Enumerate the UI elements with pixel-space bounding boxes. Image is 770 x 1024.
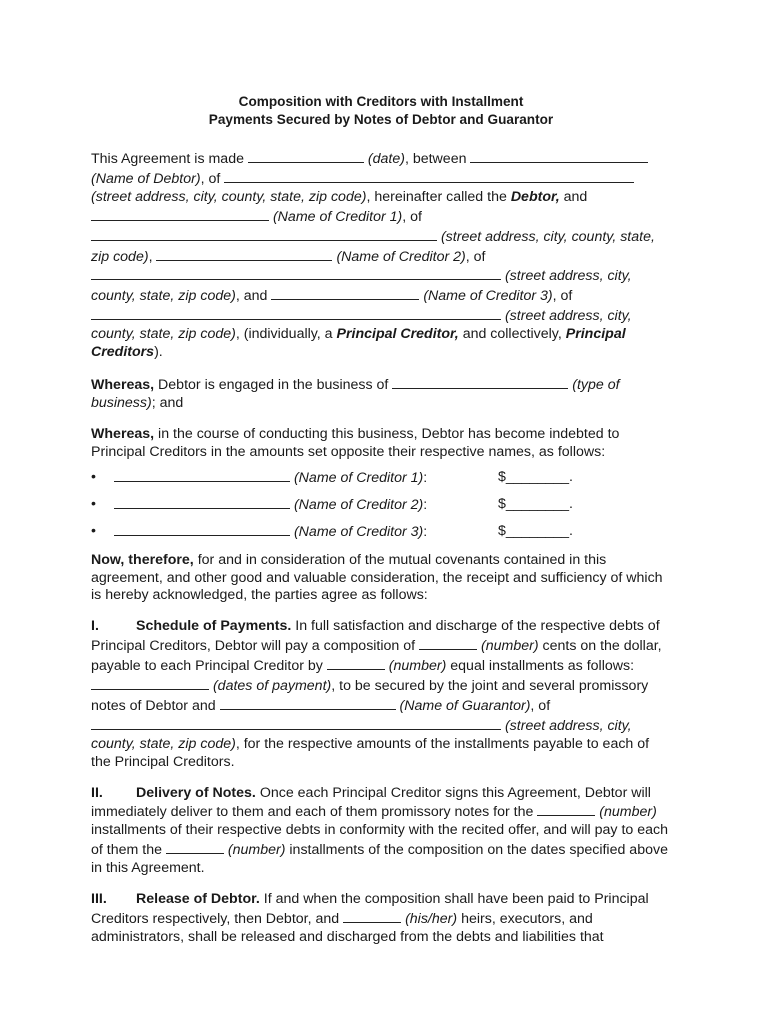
amount-blank[interactable]: $________. xyxy=(498,495,573,512)
intro-text: , and xyxy=(235,288,268,305)
principal-creditor-term: Principal Creditor, xyxy=(336,326,459,343)
bullet-icon: • xyxy=(91,495,96,512)
intro-text: , (individually, a xyxy=(235,326,333,343)
creditor1-address-hint: (street address, city, county, state, zip code) xyxy=(91,228,655,265)
debtor-name-blank[interactable] xyxy=(470,149,648,163)
guarantor-name-blank[interactable] xyxy=(220,696,396,710)
guarantor-address-blank[interactable] xyxy=(91,716,501,730)
notes-number-blank[interactable] xyxy=(537,802,595,816)
debtor-term: Debtor, xyxy=(510,188,560,205)
section-text: If and when the composition shall have been paid to Principal Creditors respectively, then Debtor, and xyxy=(91,891,649,927)
number-hint: (number) xyxy=(388,658,447,675)
guarantor-address-hint: (street address, city, county, state, zip code) xyxy=(91,717,632,752)
business-type-hint: (type of business) xyxy=(91,376,620,411)
section-heading: Delivery of Notes. xyxy=(136,784,256,801)
creditor2-list-blank[interactable] xyxy=(114,495,290,509)
amount-blank[interactable]: $________. xyxy=(498,522,573,539)
section-schedule-of-payments xyxy=(91,618,671,771)
intro-text: and xyxy=(563,188,588,205)
now-therefore-text: for and in consideration of the mutual covenants contained in this agreement, and other good and valuable consideration, the receipt and sufficiency of which is hereby acknowledged, the parties agree as follows: xyxy=(91,551,663,604)
intro-text: , of xyxy=(200,170,221,187)
bullet-icon: • xyxy=(91,522,96,539)
amount-blank[interactable]: $________. xyxy=(498,468,573,485)
section-text: In full satisfaction and discharge of the respective debts of Principal Creditors, Debtor will pay a composition of xyxy=(91,618,660,655)
title-line-2: Payments Secured by Notes of Debtor and Guarantor xyxy=(208,112,554,127)
section-text: , of xyxy=(530,697,551,714)
his-her-blank[interactable] xyxy=(343,909,401,923)
number-hint: (number) xyxy=(227,842,286,859)
creditor-label: (Name of Creditor 3) xyxy=(293,523,424,540)
section-release-of-debtor xyxy=(91,891,671,947)
intro-text: and collectively, xyxy=(462,326,562,343)
section-text: installments of their respective debts in conformity with the recited offer, and will pay to each of them the xyxy=(91,822,668,859)
creditor-label: (Name of Creditor 1) xyxy=(293,469,424,486)
creditor1-address-blank[interactable] xyxy=(91,227,437,241)
creditor3-address-blank[interactable] xyxy=(91,306,501,320)
business-type-blank[interactable] xyxy=(392,375,568,389)
colon: : xyxy=(423,469,428,486)
intro-text: , hereinafter called the xyxy=(366,188,507,205)
whereas-debts-paragraph xyxy=(91,426,671,462)
number-hint: (number) xyxy=(481,638,539,655)
now-therefore-paragraph xyxy=(91,552,671,606)
creditor1-list-blank[interactable] xyxy=(114,468,290,482)
section-text: Once each Principal Creditor signs this Agreement, Debtor will immediately deliver to them and each of them promissory notes for the xyxy=(91,784,651,821)
document-title xyxy=(91,93,671,129)
section-text: cents on the dollar, payable to each Principal Creditor by xyxy=(91,638,662,675)
creditor2-address-hint: (street address, city, county, state, zip code) xyxy=(91,268,632,305)
section-text: equal installments as follows: xyxy=(450,658,635,675)
intro-paragraph xyxy=(91,149,671,362)
debtor-address-blank[interactable] xyxy=(224,169,634,183)
intro-text: , of xyxy=(465,248,486,265)
date-hint: (date) xyxy=(367,151,405,167)
list-item xyxy=(91,468,671,486)
document-page xyxy=(91,93,671,960)
creditor3-name-hint: (Name of Creditor 3) xyxy=(423,288,553,305)
cents-number-blank[interactable] xyxy=(419,636,477,650)
section-number: I. xyxy=(91,618,99,635)
section-text: heirs, executors, and administrators, shall be released and discharged from the debts and liabilities that xyxy=(91,911,604,945)
installments-number-blank[interactable] xyxy=(327,656,385,670)
section-text: , to be secured by the joint and several promissory notes of Debtor and xyxy=(91,678,649,714)
section-delivery-of-notes xyxy=(91,785,671,879)
number-hint: (number) xyxy=(599,804,657,821)
intro-text: ). xyxy=(154,344,163,361)
creditor2-address-blank[interactable] xyxy=(91,266,501,280)
creditor3-list-blank[interactable] xyxy=(114,522,290,536)
creditor1-name-hint: (Name of Creditor 1) xyxy=(272,208,403,225)
creditor1-name-blank[interactable] xyxy=(91,207,269,221)
section-heading: Release of Debtor. xyxy=(136,891,260,908)
creditor-label: (Name of Creditor 2) xyxy=(293,496,424,513)
now-therefore-lead: Now, therefore, xyxy=(91,551,194,568)
section-text: installments of the composition on the dates specified above in this Agreement. xyxy=(91,842,668,877)
section-number: II. xyxy=(91,784,103,801)
colon: : xyxy=(423,496,428,513)
intro-text: , of xyxy=(552,288,573,305)
whereas-lead: Whereas, xyxy=(91,425,155,442)
bullet-icon: • xyxy=(91,468,96,485)
creditor3-name-blank[interactable] xyxy=(271,286,419,300)
section-heading: Schedule of Payments. xyxy=(136,618,292,635)
list-item xyxy=(91,495,671,513)
colon: : xyxy=(423,523,428,540)
title-line-1: Composition with Creditors with Installment xyxy=(238,94,524,109)
creditor2-name-blank[interactable] xyxy=(156,247,332,261)
guarantor-name-hint: (Name of Guarantor) xyxy=(399,697,531,714)
section-number: III. xyxy=(91,891,107,908)
whereas-business-paragraph xyxy=(91,375,671,413)
whereas-text: ; and xyxy=(151,394,184,411)
section-text: , for the respective amounts of the installments payable to each of the Principal Creditors. xyxy=(91,735,650,770)
debtor-name-hint: (Name of Debtor) xyxy=(91,170,201,187)
list-item xyxy=(91,522,671,540)
payment-dates-blank[interactable] xyxy=(91,676,209,690)
intro-text: , of xyxy=(402,208,422,225)
intro-text: This Agreement is made xyxy=(91,151,244,167)
principal-creditors-term: Principal Creditors xyxy=(91,326,626,361)
payment-dates-hint: (dates of payment) xyxy=(212,678,332,695)
date-blank[interactable] xyxy=(248,149,364,163)
intro-text: , between xyxy=(404,151,467,167)
payments-number-blank[interactable] xyxy=(166,840,224,854)
creditor-amount-list xyxy=(91,468,671,540)
whereas-text: Debtor is engaged in the business of xyxy=(158,376,389,393)
whereas-text: in the course of conducting this business, Debtor has become indebted to Principal Creditors in the amounts set opposite their respective names, as follows: xyxy=(91,425,620,460)
creditor2-name-hint: (Name of Creditor 2) xyxy=(336,248,466,265)
whereas-lead: Whereas, xyxy=(91,376,155,393)
intro-text: , xyxy=(148,248,153,265)
creditor3-address-hint: (street address, city, county, state, zip code) xyxy=(91,308,632,343)
his-her-hint: (his/her) xyxy=(405,911,458,927)
debtor-address-hint: (street address, city, county, state, zip code) xyxy=(91,188,367,205)
